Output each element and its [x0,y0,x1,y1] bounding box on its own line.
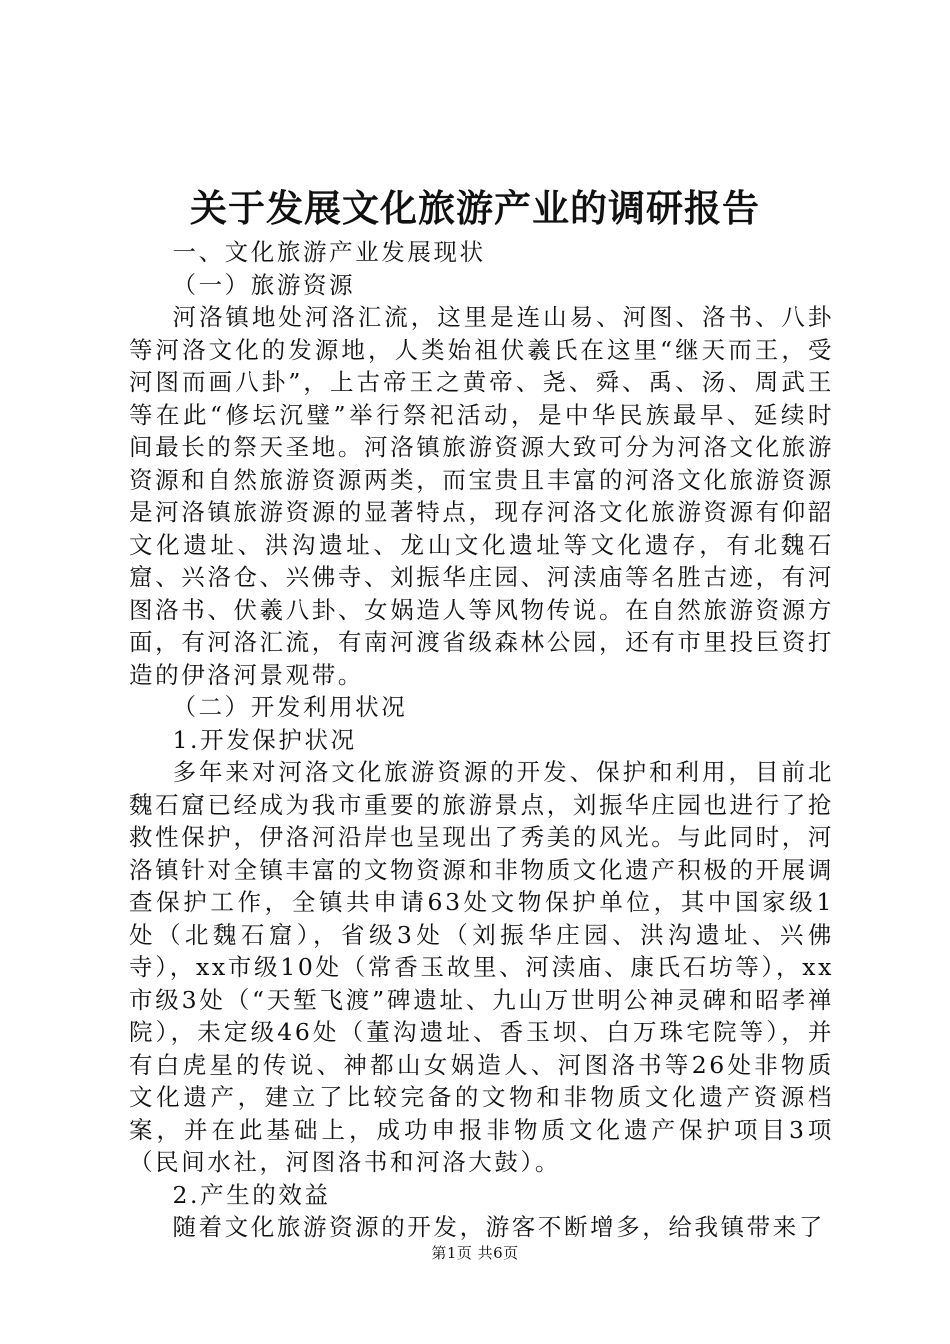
paragraph-tourism-resources: 河洛镇地处河洛汇流，这里是连山易、河图、洛书、八卦等河洛文化的发源地，人类始祖伏羲氏在这里“继天而王，受河图而画八卦”，上古帝王之黄帝、尧、舜、禹、汤、周武王等在此“修坛沉璧”举行祭祀活动，是中华民族最早、延续时间最长的祭天圣地。河洛镇旅游资源大致可分为河洛文化旅游资源和自然旅游资源两类，而宝贵且丰富的河洛文化旅游资源是河洛镇旅游资源的显著特点，现存河洛文化旅游资源有仰韶文化遗址、洪沟遗址、龙山文化遗址等文化遗存，有北魏石窟、兴洛仓、兴佛寺、刘振华庄园、河渎庙等名胜古迹，有河图洛书、伏羲八卦、女娲造人等风物传说。在自然旅游资源方面，有河洛汇流，有南河渡省级森林公园，还有市里投巨资打造的伊洛河景观带。 [129,303,834,689]
page-number-footer: 第1页 共6页 [431,1244,519,1262]
paragraph-benefits: 随着文化旅游资源的开发，游客不断增多，给我镇带来了 [172,1213,825,1241]
subsection-heading-tourism-resources: （一）旅游资源 [172,270,356,299]
document-title: 关于发展文化旅游产业的调研报告 [190,186,760,230]
section-heading-1: 一、文化旅游产业发展现状 [172,238,486,266]
paragraph-protection-status: 多年来对河洛文化旅游资源的开发、保护和利用，目前北魏石窟已经成为我市重要的旅游景点，刘振华庄园也进行了抢救性保护，伊洛河沿岸也呈现出了秀美的风光。与此同时，河洛镇针对全镇丰富的文物资源和非物质文化遗产积极的开展调查保护工作，全镇共申请63处文物保护单位，其中国家级1处（北魏石窟），省级3处（刘振华庄园、洪沟遗址、兴佛寺），xx市级10处（常香玉故里、河渎庙、康氏石坊等），xx市级3处（“天堑飞渡”碑遗址、九山万世明公神灵碑和昭孝禅院），未定级46处（董沟遗址、香玉坝、白万珠宅院等），并有白虎星的传说、神都山女娲造人、河图洛书等26处非物质文化遗产，建立了比较完备的文物和非物质文化遗产资源档案，并在此基础上，成功申报非物质文化遗产保护项目3项（民间水社，河图洛书和河洛大鼓）。 [129,758,834,1176]
document-body [129,236,834,1244]
subsection-heading-development-status: （二）开发利用状况 [172,693,408,721]
item-heading-protection-status: 1.开发保护状况 [172,725,357,754]
item-heading-benefits: 2.产生的效益 [172,1180,331,1209]
